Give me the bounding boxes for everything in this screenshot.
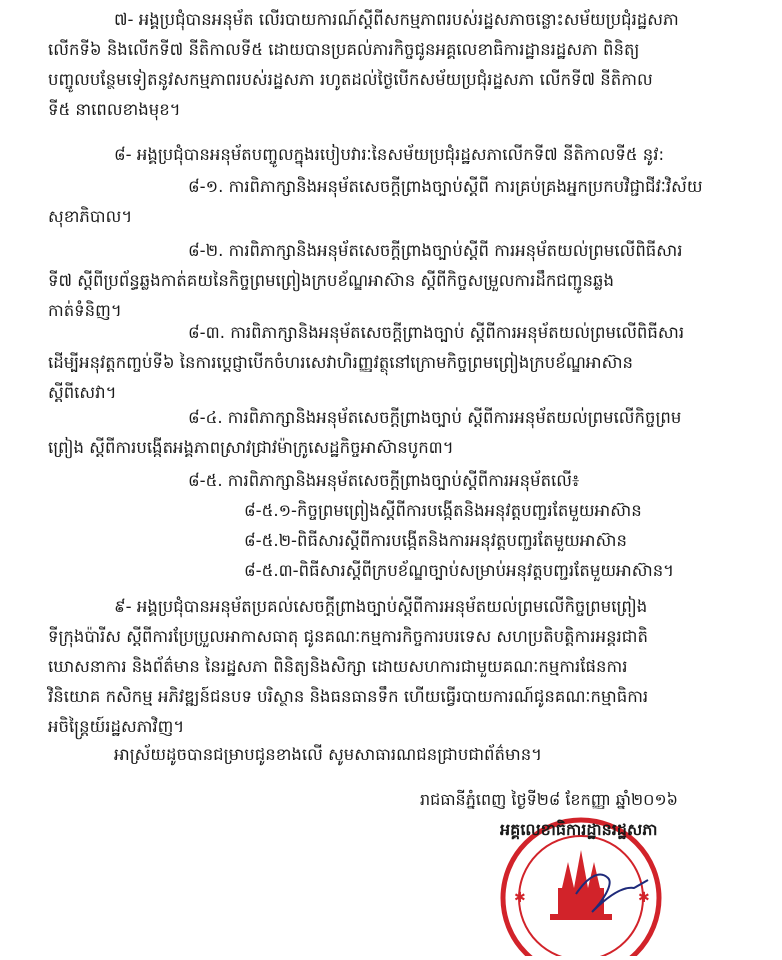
item-8-2-line: កាត់ទំនិញ។ bbox=[48, 301, 122, 320]
closing-paragraph bbox=[114, 740, 542, 770]
item-8-5-heading: ៨-៥. ការពិភាក្សានិងអនុម័តសេចក្តីព្រាងច្បាប់ស្តីពីការអនុម័តលើ៖ bbox=[188, 471, 580, 490]
item-8-5-3: ៨-៥.៣-ពិធីសារស្តីពីក្របខ័ណ្ឌច្បាប់សម្រាប់អនុវត្តបញ្ជរតែមួយអាស៊ាន។ bbox=[244, 561, 675, 580]
item-8-intro-text: ៨- អង្គប្រជុំបានអនុម័តបញ្ចូលក្នុងរបៀបវារៈនៃសម័យប្រជុំរដ្ឋសភាលើកទី៧ នីតិកាលទី៥ នូវ: bbox=[114, 145, 665, 164]
item-8-4-line: ព្រៀង ស្តីពីការបង្កើតអង្គភាពស្រាវជ្រាវម៉ាក្រូសេដ្ឋកិច្ចអាស៊ានបូក៣។ bbox=[48, 438, 454, 457]
item-9-line: វិនិយោគ កសិកម្ម អភិវឌ្ឍន៍ជនបទ បរិស្ថាន និងធនធានទឹក ហើយធ្វើរបាយការណ៍ជូនគណៈកម្មាធិការ bbox=[48, 687, 649, 706]
item-8-intro bbox=[48, 140, 664, 170]
item-9-line: ទីក្រុងប៉ារីស ស្តីពីការប្រែប្រួលអាកាសធាតុ ជូនគណៈកម្មការកិច្ចការបរទេស សហប្រតិបត្តិការអន្តរជាតិ bbox=[48, 627, 648, 646]
signature-block bbox=[420, 785, 760, 845]
item-9-line: ៩- អង្គប្រជុំបានអនុម័តប្រគល់សេចក្តីព្រាងច្បាប់ស្តីពីការអនុម័តយល់ព្រមលើកិច្ចព្រមព្រៀង bbox=[114, 597, 648, 616]
item-7-line: បញ្ចូលបន្ថែមទៀតនូវសកម្មភាពរបស់រដ្ឋសភា រហូតដល់ថ្ងៃបើកសម័យប្រជុំរដ្ឋសភា លើកទី៧ នីតិកាល bbox=[48, 70, 653, 89]
item-8-2-line: ទី៧ ស្តីពីប្រព័ន្ធឆ្លងកាត់គយនៃកិច្ចព្រមព្រៀងក្របខ័ណ្ឌអាស៊ាន ស្តីពីកិច្ចសម្រួលការដឹកជញ្ជូនឆ្លង bbox=[48, 271, 614, 290]
item-9-line: ឃោសនាការ និងព័ត៌មាន នៃរដ្ឋសភា ពិនិត្យនិងសិក្សា ដោយសហការជាមួយគណៈកម្មការផែនការ bbox=[48, 657, 628, 676]
closing-text: អាស្រ័យដូចបានជម្រាបជូនខាងលើ សូមសាធារណជនជ្រាបជាព័ត៌មាន។ bbox=[114, 745, 543, 764]
item-7-paragraph bbox=[48, 5, 679, 125]
svg-text:✱: ✱ bbox=[514, 890, 526, 906]
item-7-line: ទី៥ នាពេលខាងមុខ។ bbox=[48, 100, 181, 119]
item-8-3-line: ស្តីពីសេវា។ bbox=[48, 383, 117, 402]
item-8-1-line: សុខាភិបាល។ bbox=[48, 207, 133, 226]
item-8-1 bbox=[48, 172, 703, 232]
item-8-5 bbox=[48, 466, 674, 586]
item-7-line: ៧- អង្គប្រជុំបានអនុម័ត លើរបាយការណ៍ស្តីពីសកម្មភាពរបស់រដ្ឋសភាចន្លោះសម័យប្រជុំរដ្ឋសភា bbox=[114, 10, 679, 29]
item-8-1-line: ៨-១. ការពិភាក្សានិងអនុម័តសេចក្តីព្រាងច្បាប់ស្តីពី ការគ្រប់គ្រងអ្នកប្រកបវិជ្ជាជីវៈវិស័យ bbox=[188, 177, 703, 196]
item-8-2-line: ៨-២. ការពិភាក្សានិងអនុម័តសេចក្តីព្រាងច្បាប់ស្តីពី ការអនុម័តយល់ព្រមលើពិធីសារ bbox=[188, 241, 683, 260]
svg-text:✱: ✱ bbox=[638, 890, 650, 906]
item-8-4 bbox=[48, 403, 681, 463]
item-8-3-line: ដើម្បីអនុវត្តកញ្ចប់ទី៦ នៃការប្តេជ្ញាបើកចំហរសេវាហិរញ្ញវត្ថុនៅក្រោមកិច្ចព្រមព្រៀងក្របខ័ណ្ឌអាស៊ាន bbox=[48, 353, 634, 372]
item-8-2 bbox=[48, 236, 682, 326]
item-8-3-line: ៨-៣. ការពិភាក្សានិងអនុម័តសេចក្តីព្រាងច្បាប់ ស្តីពីការអនុម័តយល់ព្រមលើពិធីសារ bbox=[188, 323, 685, 342]
item-8-4-line: ៨-៤. ការពិភាក្សានិងអនុម័តសេចក្តីព្រាងច្បាប់ ស្តីពីការអនុម័តយល់ព្រមលើកិច្ចព្រម bbox=[188, 408, 682, 427]
date-line: រាជធានីភ្នំពេញ ថ្ងៃទី២៨ ខែកញ្ញា ឆ្នាំ២០១៦ bbox=[420, 790, 678, 809]
item-9-paragraph bbox=[48, 592, 648, 742]
item-8-3 bbox=[48, 318, 684, 408]
signatory-name: អគ្គលេខាធិការដ្ឋានរដ្ឋសភា bbox=[500, 820, 658, 839]
item-9-line: អចិន្ត្រៃយ៍រដ្ឋសភាវិញ។ bbox=[48, 717, 185, 736]
item-8-5-2: ៨-៥.២-ពិធីសារស្តីពីការបង្កើតនិងការអនុវត្តបញ្ជរតែមួយអាស៊ាន bbox=[244, 531, 627, 550]
item-7-line: លើកទី៦ និងលើកទី៧ នីតិកាលទី៥ ដោយបានប្រគល់ភារកិច្ចជូនអគ្គលេខាធិការដ្ឋានរដ្ឋសភា ពិនិត្យ bbox=[48, 40, 640, 59]
item-8-5-1: ៨-៥.១-កិច្ចព្រមព្រៀងស្តីពីការបង្កើតនិងអនុវត្តបញ្ជរតែមួយអាស៊ាន bbox=[244, 501, 642, 520]
